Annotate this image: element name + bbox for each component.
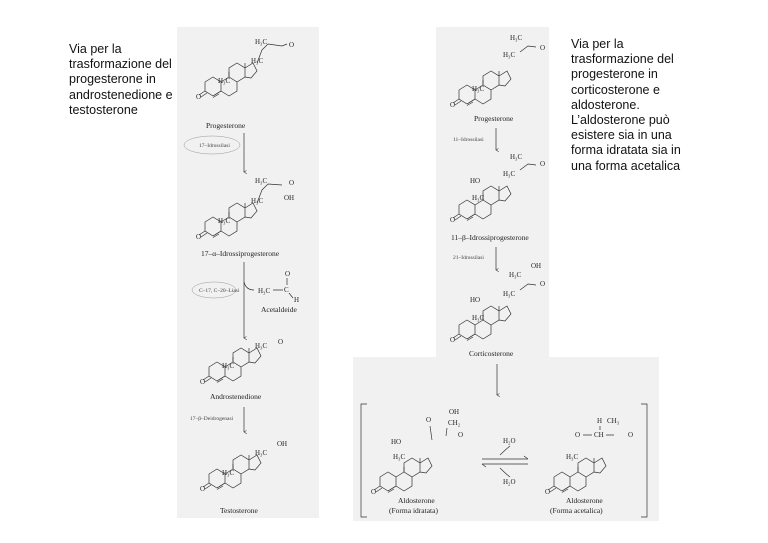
- atom-label: OH: [277, 440, 288, 448]
- atom-label: O: [540, 44, 546, 52]
- atom-label: O: [426, 416, 432, 424]
- corticosterone-structure: [450, 262, 545, 344]
- atom-label: H₃C: [566, 453, 579, 461]
- bracket-right: [641, 404, 647, 517]
- atom-label: H: [597, 417, 603, 425]
- enzyme-11-hydroxylase: 11–Idrossilasi: [453, 137, 484, 143]
- atom-label: H₃C: [393, 453, 406, 461]
- atom-label: H₃C: [510, 34, 523, 42]
- aldosterone-acetal-form: (Forma acetalica): [550, 506, 603, 515]
- right-progesterone-structure: [450, 34, 545, 109]
- atom-label: O: [450, 101, 456, 109]
- atom-label: CH₂: [448, 419, 461, 427]
- enzyme-17-hydroxylase: 17–Idrossilasi: [199, 143, 230, 149]
- atom-label: O: [458, 431, 464, 439]
- 11-beta-hydroxyprogesterone-structure: [450, 153, 545, 224]
- compound-progesterone-left: Progesterone: [206, 121, 246, 130]
- atom-label: C: [284, 286, 289, 294]
- aldosterone-acetal-structure: [545, 417, 633, 496]
- water-released: H₂O: [503, 437, 516, 445]
- atom-label: O: [628, 431, 634, 439]
- atom-label: OH: [449, 408, 460, 416]
- left-progesterone-structure: [196, 38, 294, 101]
- compound-progesterone-right: Progesterone: [474, 114, 514, 123]
- atom-label: O: [196, 233, 202, 241]
- atom-label: O: [196, 93, 202, 101]
- atom-label: O: [545, 488, 551, 496]
- atom-label: O: [200, 485, 206, 493]
- compound-11-beta-hydroxyprogesterone: 11–β–Idrossiprogesterone: [451, 233, 529, 242]
- aldosterone-hydrated-form: (Forma idratata): [389, 506, 438, 515]
- atom-label: HO: [470, 296, 481, 304]
- atom-label: CH: [594, 431, 604, 439]
- equilibrium-arrows: [482, 446, 528, 477]
- caption-right-pathway: Via per la trasformazione del progesterone in corticosterone e aldosterone. L’aldosterone può esistere sia in una forma idratata sia in una forma acetalica: [571, 37, 681, 173]
- atom-label: O: [285, 270, 291, 278]
- compound-androstenedione: Androstenedione: [210, 392, 262, 401]
- compound-corticosterone: Corticosterone: [469, 349, 514, 358]
- atom-label: OH: [284, 194, 295, 202]
- enzyme-c17-c20-lyase: C–17, C–20–Liasi: [199, 288, 240, 294]
- compound-17-hydroxyprogesterone: 17–α–Idrossiprogesterone: [201, 249, 280, 258]
- atom-label: O: [200, 378, 206, 386]
- atom-label: H₃C: [503, 290, 516, 298]
- caption-left-pathway: Via per la trasformazione del progesterone in androstenedione e testosterone: [69, 42, 173, 117]
- atom-label: O: [450, 216, 456, 224]
- atom-label: O: [540, 160, 546, 168]
- atom-label: H₃C: [472, 314, 485, 322]
- atom-label: O: [278, 338, 284, 346]
- atom-label: OH: [531, 262, 542, 270]
- atom-label: H₃C: [218, 217, 231, 225]
- atom-label: H₃C: [222, 469, 235, 477]
- atom-label: H₃C: [222, 362, 235, 370]
- atom-label: H₃C: [255, 177, 268, 185]
- water-added: H₂O: [503, 478, 516, 486]
- atom-label: H₃C: [255, 342, 268, 350]
- atom-label: H₃C: [503, 170, 516, 178]
- testosterone-structure: [200, 440, 287, 493]
- enzyme-17-beta-dehydrogenase: 17–β–Deidrogenasi: [190, 416, 234, 422]
- atom-label: HO: [470, 177, 481, 185]
- atom-label: O: [289, 179, 295, 187]
- aldosterone-hydrated-structure: [371, 408, 463, 496]
- aldosterone-hydrated-name: Aldosterone: [398, 496, 435, 505]
- left-17-hydroxyprogesterone-structure: [196, 177, 294, 241]
- atom-label: H₃C: [255, 38, 268, 46]
- atom-label: H₃C: [218, 77, 231, 85]
- atom-label: H: [294, 296, 300, 304]
- atom-label: H₃C: [251, 197, 264, 205]
- atom-label: H₃C: [510, 153, 523, 161]
- atom-label: O: [575, 431, 581, 439]
- atom-label: H₃C: [503, 51, 516, 59]
- atom-label: O: [289, 41, 295, 49]
- atom-label: O: [371, 488, 377, 496]
- atom-label: H₃C: [251, 57, 264, 65]
- atom-label: H₃C: [509, 271, 522, 279]
- enzyme-21-hydroxylase: 21–Idrossilasi: [453, 255, 484, 261]
- atom-label: H₃C: [258, 287, 271, 295]
- byproduct-acetaldehyde: Acetaldeide: [261, 305, 297, 314]
- atom-label: H₃C: [255, 449, 268, 457]
- atom-label: CH₃: [607, 417, 620, 425]
- atom-label: HO: [391, 438, 402, 446]
- atom-label: H₃C: [472, 85, 485, 93]
- aldosterone-acetal-name: Aldosterone: [566, 496, 603, 505]
- atom-label: H₃C: [472, 194, 485, 202]
- compound-testosterone: Testosterone: [220, 506, 258, 515]
- atom-label: O: [450, 336, 456, 344]
- bracket-left: [361, 404, 367, 517]
- androstenedione-structure: [200, 338, 283, 386]
- atom-label: O: [540, 280, 546, 288]
